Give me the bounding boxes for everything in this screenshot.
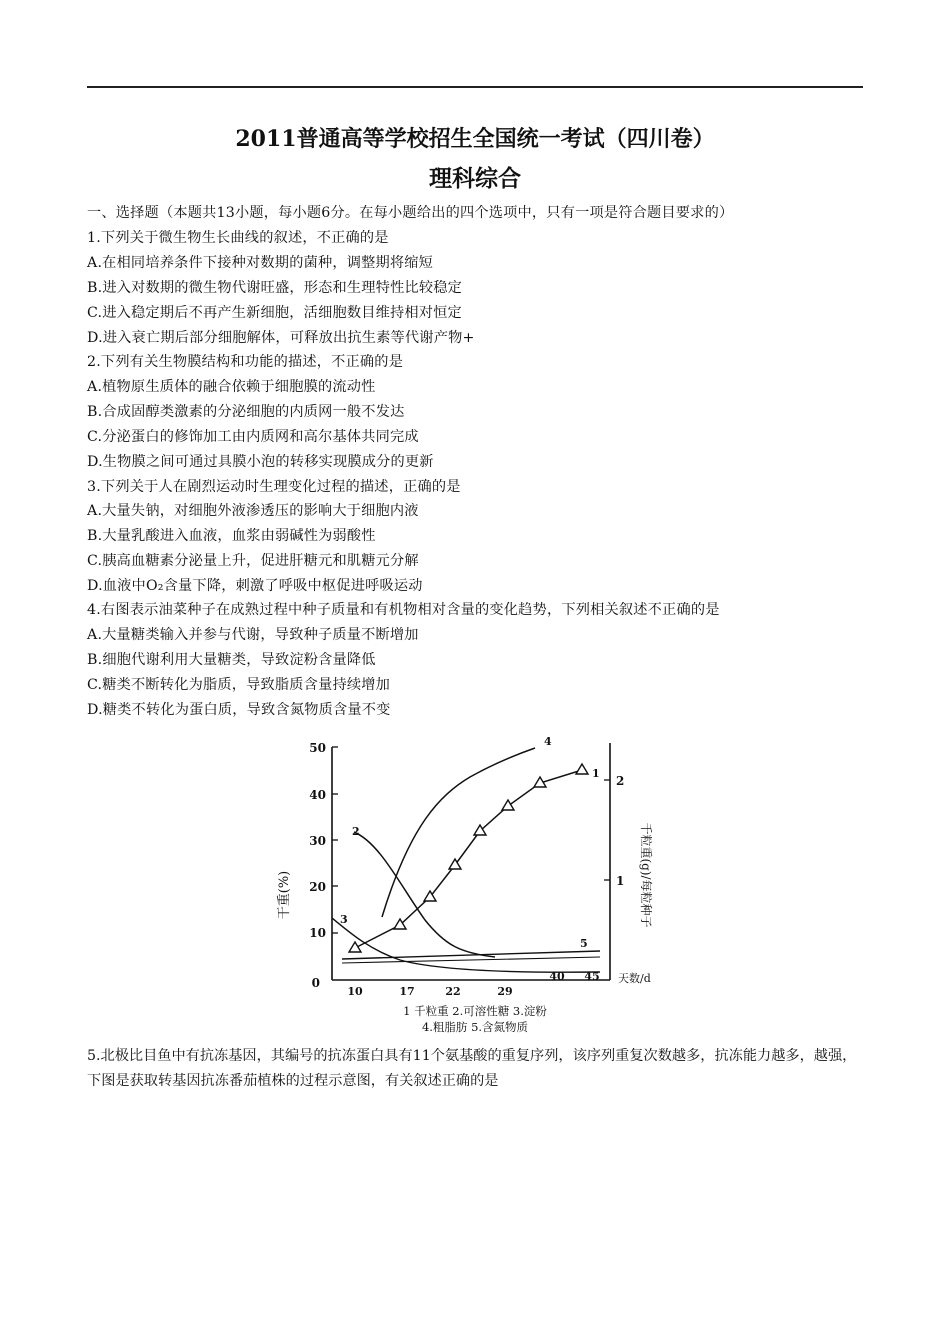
question-3-option-b: B.大量乳酸进入血液，血浆由弱碱性为弱酸性 (87, 528, 376, 544)
exam-title: 2011普通高等学校招生全国统一考试（四川卷） (235, 126, 715, 152)
question-4-option-d: D.糖类不转化为蛋白质，导致含氮物质含量不变 (87, 702, 391, 718)
y-left-tick: 50 (309, 741, 326, 755)
question-2-option-d: D.生物膜之间可通过具膜小泡的转移实现膜成分的更新 (87, 454, 434, 470)
question-4-option-b: B.细胞代谢利用大量糖类，导致淀粉含量降低 (87, 652, 376, 668)
seed-maturation-figure (270, 735, 690, 1035)
question-1-option-c: C.进入稳定期后不再产生新细胞，活细胞数目维持相对恒定 (87, 305, 462, 321)
question-2-option-a: A.植物原生质体的融合依赖于细胞膜的流动性 (87, 379, 376, 395)
question-1-option-b: B.进入对数期的微生物代谢旺盛，形态和生理特性比较稳定 (87, 280, 463, 296)
x-tick: 10 (347, 985, 363, 998)
question-5-stem: 5.北极比目鱼中有抗冻基因，其编号的抗冻蛋白具有11个氨基酸的重复序列，该序列重复次数越多，抗冻能力越多，越强，下图是获取转基因抗冻番茄植株的过程示意图，有关叙述正确的是 (87, 1048, 857, 1089)
question-3-option-c: C.胰高血糖素分泌量上升，促进肝糖元和肌糖元分解 (87, 553, 419, 569)
question-1-stem: 1.下列关于微生物生长曲线的叙述，不正确的是 (87, 230, 389, 246)
x-tick: 45 (584, 970, 600, 983)
question-2-option-c: C.分泌蛋白的修饰加工由内质网和高尔基体共同完成 (87, 429, 419, 445)
section-heading: 一、选择题（本题共13小题，每小题6分。在每小题给出的四个选项中，只有一项是符合题目要求的） (87, 205, 734, 221)
x-tick: 22 (445, 985, 461, 998)
top-rule (87, 86, 863, 88)
y-left-tick: 0 (311, 976, 320, 990)
question-3-option-d: D.血液中O₂含量下降，刺激了呼吸中枢促进呼吸运动 (87, 578, 423, 594)
curve-starch (332, 918, 600, 972)
exam-subtitle: 理科综合 (429, 165, 521, 192)
curve-label: 3 (340, 913, 348, 926)
question-4-option-c: C.糖类不断转化为脂质，导致脂质含量持续增加 (87, 677, 391, 693)
question-3-option-a: A.大量失钠，对细胞外液渗透压的影响大于细胞内液 (87, 503, 419, 519)
figure-legend-line-2: 4.粗脂肪 5.含氮物质 (421, 1020, 529, 1034)
curve-grain-weight (355, 770, 582, 948)
y-left-tick: 40 (309, 788, 326, 802)
curve-label: 1 (592, 767, 600, 780)
y-left-label: 干重(%) (277, 870, 292, 920)
x-tick: 29 (497, 985, 513, 998)
question-2-stem: 2.下列有关生物膜结构和功能的描述，不正确的是 (87, 354, 404, 370)
question-2-option-b: B.合成固醇类激素的分泌细胞的内质网一般不发达 (87, 404, 405, 420)
question-3-stem: 3.下列关于人在剧烈运动时生理变化过程的描述，正确的是 (87, 479, 461, 495)
curve-label: 5 (580, 937, 588, 950)
y-left-tick: 10 (309, 926, 326, 940)
x-tick: 40 (549, 970, 565, 983)
question-4-option-a: A.大量糖类输入并参与代谢，导致种子质量不断增加 (87, 627, 419, 643)
curve-crude-fat (382, 748, 535, 917)
y-right-label: 千粒重(g)/每粒种子 (639, 822, 653, 928)
y-left-tick: 20 (309, 880, 326, 894)
y-right-tick: 1 (616, 874, 625, 888)
grain-weight-point (349, 942, 361, 952)
x-axis-label: 天数/d (618, 972, 651, 985)
y-left-tick: 30 (309, 834, 326, 848)
grain-weight-point (502, 800, 514, 810)
question-1-option-d: D.进入衰亡期后部分细胞解体，可释放出抗生素等代谢产物+ (87, 330, 475, 346)
curve-label: 4 (544, 735, 552, 748)
figure-legend-line-1: 1 千粒重 2.可溶性糖 3.淀粉 (403, 1004, 547, 1018)
question-4-stem: 4.右图表示油菜种子在成熟过程中种子质量和有机物相对含量的变化趋势，下列相关叙述不正确的是 (87, 602, 720, 618)
grain-weight-point (576, 764, 588, 774)
x-tick: 17 (399, 985, 415, 998)
question-1-option-a: A.在相同培养条件下接种对数期的菌种，调整期将缩短 (87, 255, 434, 271)
y-right-tick: 2 (616, 774, 625, 788)
curve-label: 2 (352, 825, 360, 838)
